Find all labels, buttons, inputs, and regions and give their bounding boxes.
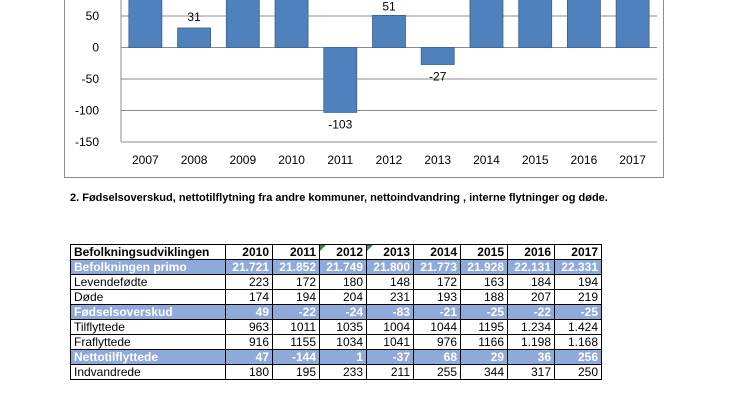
table-cell: 317 — [508, 365, 555, 380]
table-cell: 1.234 — [508, 320, 555, 335]
table-cell: 916 — [226, 335, 273, 350]
table-cell: 250 — [555, 365, 602, 380]
x-tick-label: 2013 — [424, 153, 452, 167]
bar — [178, 28, 211, 48]
x-tick-label: 2017 — [619, 153, 646, 167]
data-label: -27 — [429, 69, 447, 84]
table-cell: 172 — [273, 275, 320, 290]
table-cell: 1.198 — [508, 335, 555, 350]
data-label: 31 — [187, 9, 201, 24]
table-cell: 204 — [320, 290, 367, 305]
table-cell: 1034 — [320, 335, 367, 350]
table-cell: 976 — [414, 335, 461, 350]
bar — [324, 48, 357, 113]
bar-chart — [64, 0, 664, 178]
table-cell: 184 — [508, 275, 555, 290]
table-cell: 195 — [273, 365, 320, 380]
table-cell: 36 — [508, 350, 555, 365]
table-cell: 22.331 — [555, 260, 602, 275]
bar — [470, 0, 503, 48]
table-cell: 180 — [320, 275, 367, 290]
x-tick-label: 2008 — [180, 153, 208, 167]
table-cell: 163 — [461, 275, 508, 290]
chart-svg — [65, 0, 665, 178]
y-tick-label: -50 — [81, 72, 99, 86]
bar — [616, 0, 649, 48]
column-header: 2012 — [320, 245, 367, 260]
row-label: Tilflyttede — [71, 320, 226, 335]
x-tick-label: 2011 — [327, 153, 354, 167]
table-cell: 1.168 — [555, 335, 602, 350]
column-header: 2015 — [461, 245, 508, 260]
table-row — [71, 275, 602, 290]
bar — [129, 0, 162, 48]
table-row — [71, 260, 602, 275]
table-cell: 1 — [320, 350, 367, 365]
bar — [421, 48, 454, 65]
table-cell: -21 — [414, 305, 461, 320]
table-cell: 1.424 — [555, 320, 602, 335]
row-label: Døde — [71, 290, 226, 305]
table-cell: 223 — [226, 275, 273, 290]
table-cell: 29 — [461, 350, 508, 365]
table-row — [71, 320, 602, 335]
y-tick-label: -150 — [74, 135, 99, 149]
table-cell: 21.773 — [414, 260, 461, 275]
row-label: Indvandrede — [71, 365, 226, 380]
table-cell: 1166 — [461, 335, 508, 350]
table-row — [71, 350, 602, 365]
row-label: Fødselsoverskud — [71, 305, 226, 320]
table-header-row — [71, 245, 602, 260]
table-cell: 188 — [461, 290, 508, 305]
table-row — [71, 335, 602, 350]
column-header: 2010 — [226, 245, 273, 260]
table-cell: 148 — [367, 275, 414, 290]
table-cell: 255 — [414, 365, 461, 380]
bar — [373, 15, 406, 47]
column-header: 2016 — [508, 245, 555, 260]
table-cell: 21.852 — [273, 260, 320, 275]
table-cell: 21.749 — [320, 260, 367, 275]
table-cell: 1035 — [320, 320, 367, 335]
table-cell: 231 — [367, 290, 414, 305]
table-cell: 963 — [226, 320, 273, 335]
table-cell: 1041 — [367, 335, 414, 350]
table-cell: 194 — [555, 275, 602, 290]
y-tick-label: -100 — [74, 103, 99, 118]
bar — [519, 0, 552, 48]
table-cell: -24 — [320, 305, 367, 320]
table-cell: 344 — [461, 365, 508, 380]
table-cell: -25 — [461, 305, 508, 320]
table-cell: -22 — [273, 305, 320, 320]
x-tick-label: 2015 — [521, 153, 549, 167]
table-cell: 49 — [226, 305, 273, 320]
row-label: Levendefødte — [71, 275, 226, 290]
table-cell: -25 — [555, 305, 602, 320]
table-cell: 22.131 — [508, 260, 555, 275]
data-label: 51 — [382, 0, 396, 14]
data-label: -103 — [328, 117, 353, 132]
row-label: Nettotilflyttede — [71, 350, 226, 365]
y-tick-label: 50 — [85, 9, 99, 23]
column-header: 2014 — [414, 245, 461, 260]
x-tick-label: 2012 — [375, 153, 403, 167]
table-cell: 1195 — [461, 320, 508, 335]
table-caption: 2. Fødselsoverskud, nettotilflytning fra andre kommuner, nettoindvandring , interne flytninger og døde. — [70, 192, 608, 204]
table-cell: 21.928 — [461, 260, 508, 275]
table-cell: 1011 — [273, 320, 320, 335]
table-cell: 219 — [555, 290, 602, 305]
table-cell: -83 — [367, 305, 414, 320]
table-cell: 21.721 — [226, 260, 273, 275]
column-header: 2013 — [367, 245, 414, 260]
column-header: Befolkningsudviklingen — [71, 245, 226, 260]
table-cell: 180 — [226, 365, 273, 380]
table-cell: 21.800 — [367, 260, 414, 275]
table-cell: 193 — [414, 290, 461, 305]
table-row — [71, 290, 602, 305]
bar — [275, 0, 308, 48]
table-cell: -144 — [273, 350, 320, 365]
table-cell: 68 — [414, 350, 461, 365]
table-cell: 1044 — [414, 320, 461, 335]
y-tick-label: 0 — [92, 40, 99, 55]
table-row — [71, 305, 602, 320]
table-row — [71, 365, 602, 380]
bar — [226, 0, 259, 48]
table-cell: 194 — [273, 290, 320, 305]
x-tick-label: 2016 — [570, 153, 598, 167]
x-tick-label: 2007 — [132, 153, 159, 167]
table-cell: 174 — [226, 290, 273, 305]
table-cell: 256 — [555, 350, 602, 365]
row-label: Befolkningen primo — [71, 260, 226, 275]
bar — [567, 0, 600, 48]
x-tick-label: 2009 — [229, 153, 257, 167]
table-cell: -22 — [508, 305, 555, 320]
table-cell: 47 — [226, 350, 273, 365]
table-cell: 172 — [414, 275, 461, 290]
table-cell: 1155 — [273, 335, 320, 350]
table-cell: 1004 — [367, 320, 414, 335]
column-header: 2017 — [555, 245, 602, 260]
x-tick-label: 2014 — [473, 153, 500, 167]
table-cell: -37 — [367, 350, 414, 365]
population-table — [70, 244, 602, 380]
row-label: Fraflyttede — [71, 335, 226, 350]
table-cell: 211 — [367, 365, 414, 380]
table-cell: 233 — [320, 365, 367, 380]
column-header: 2011 — [273, 245, 320, 260]
table-cell: 207 — [508, 290, 555, 305]
x-tick-label: 2010 — [278, 153, 305, 167]
